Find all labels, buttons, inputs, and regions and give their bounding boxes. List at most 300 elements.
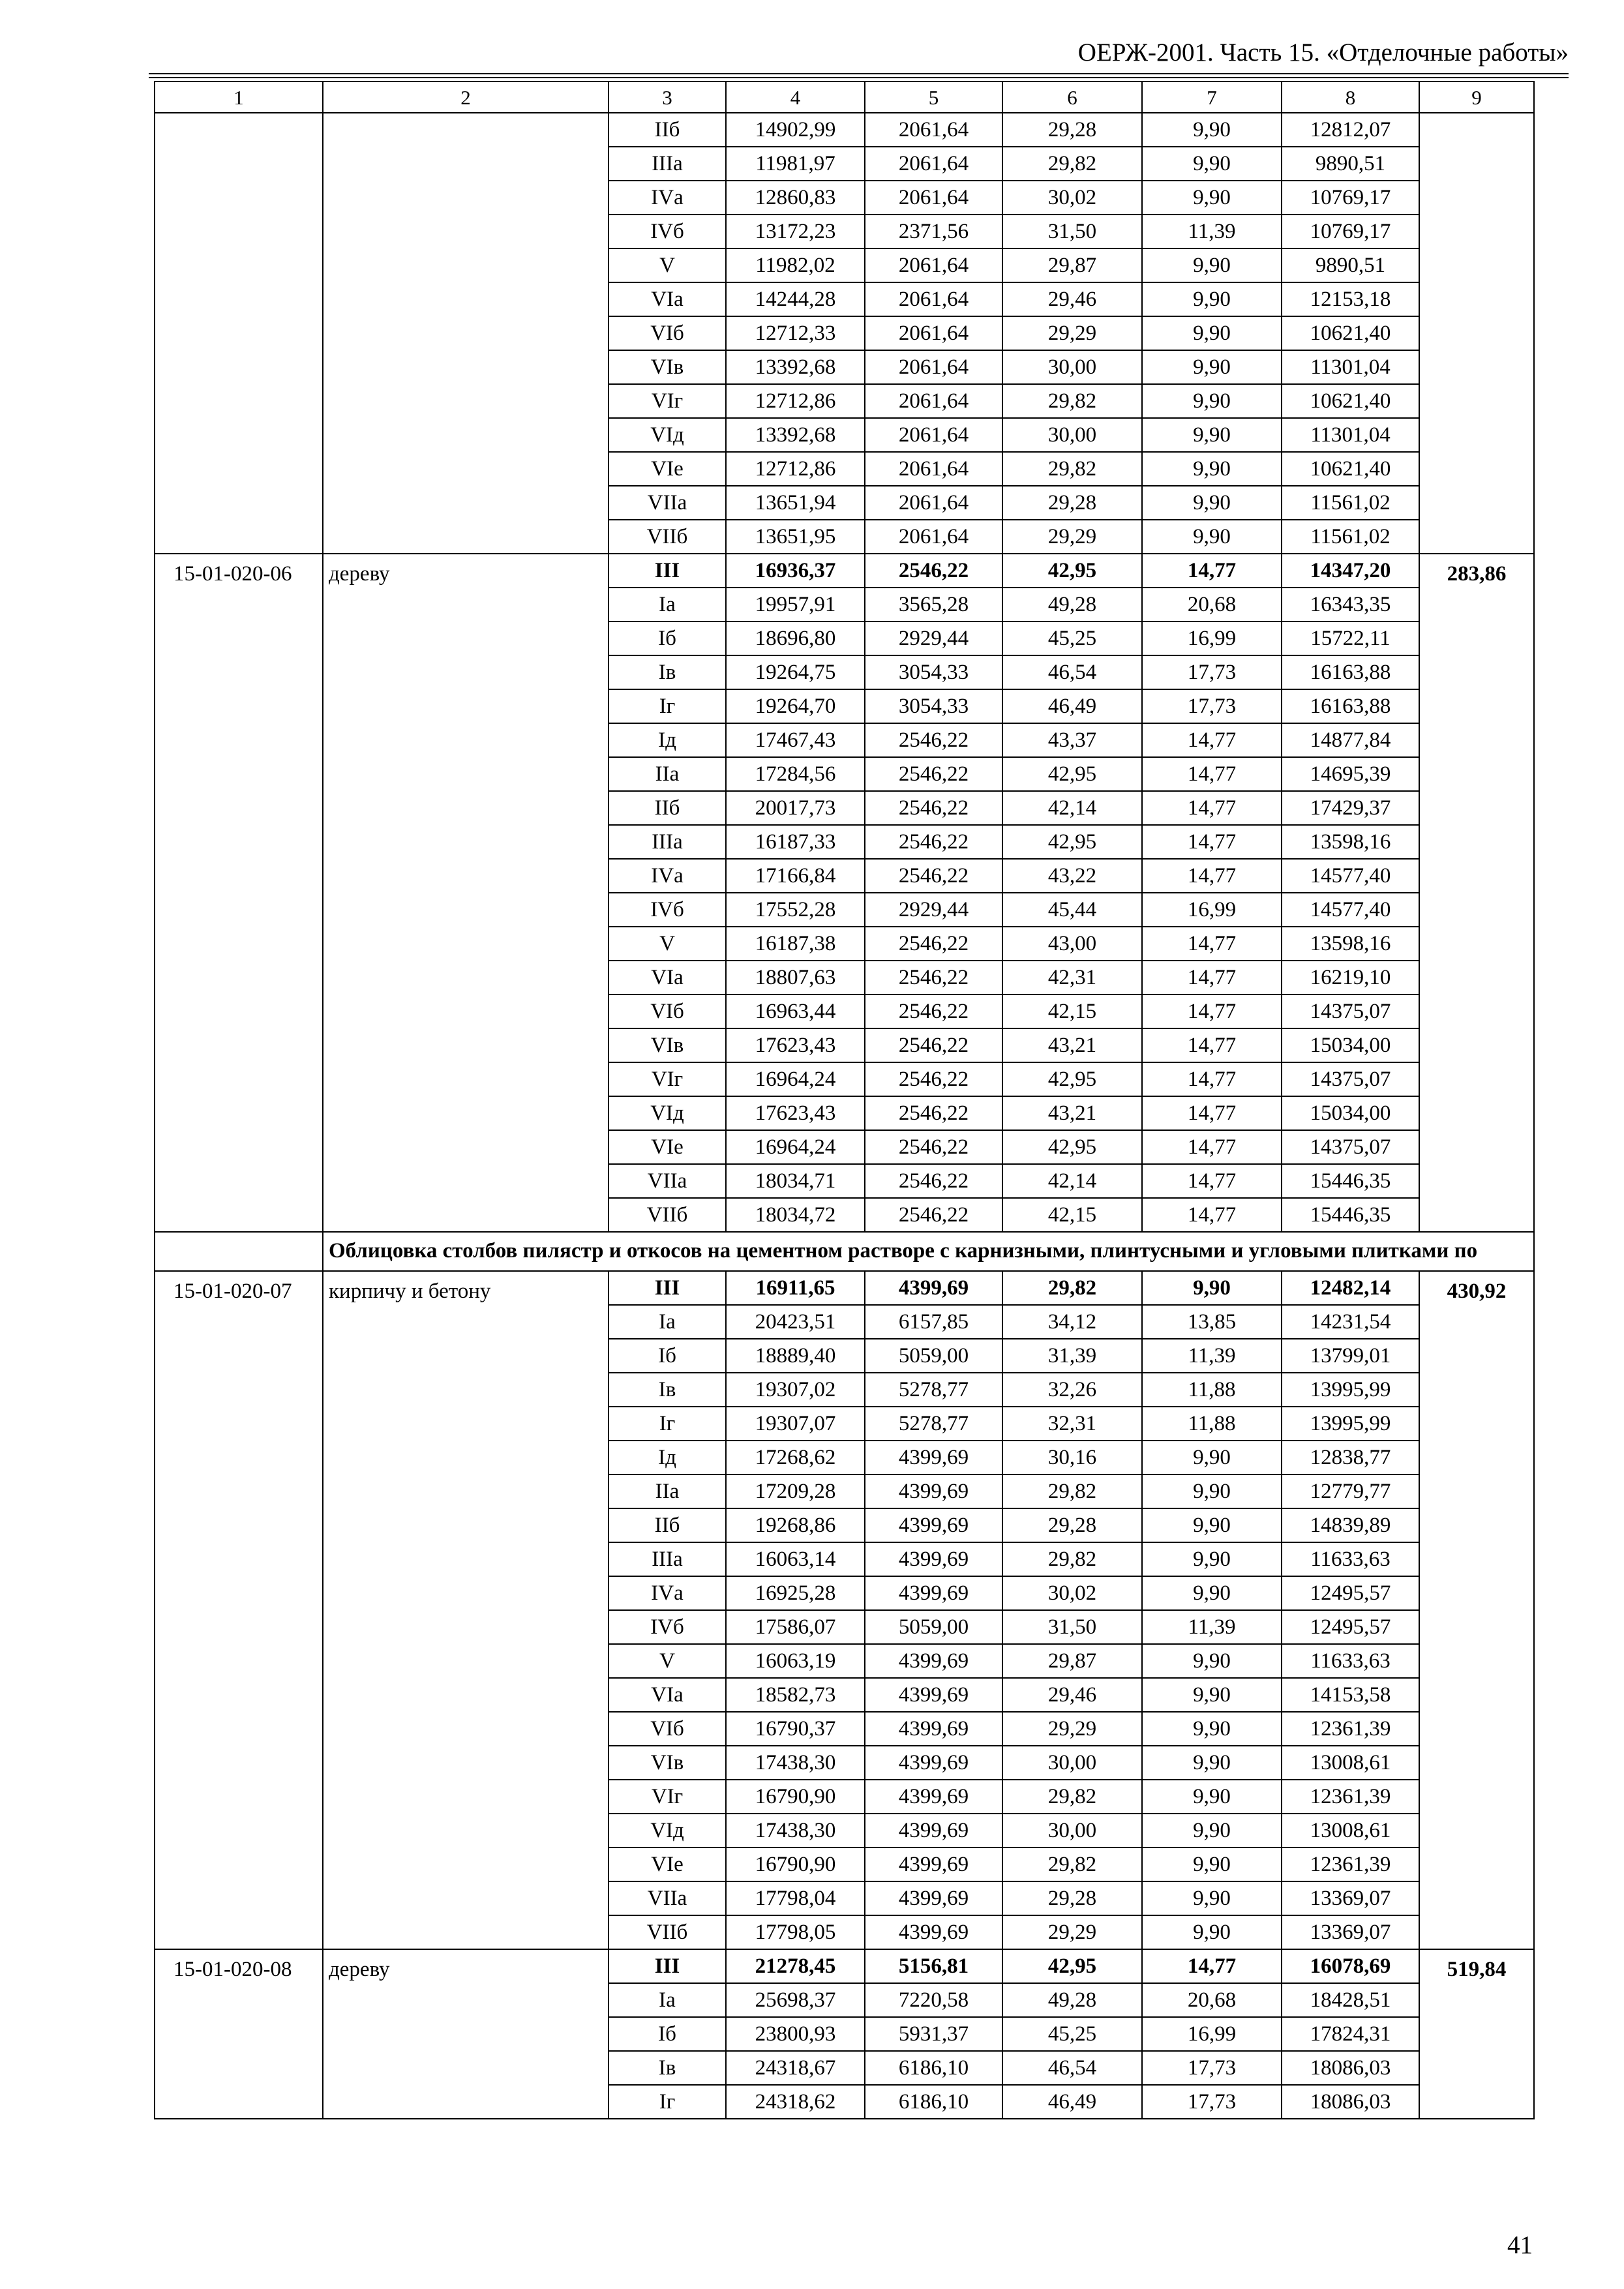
value-cell: 4399,69	[865, 1915, 1002, 1949]
column-header-row	[155, 82, 1534, 113]
value-cell: 9,90	[1142, 418, 1282, 452]
region-cell: VIе	[609, 1130, 726, 1164]
value-cell: 32,31	[1002, 1407, 1142, 1441]
value-cell: 11982,02	[726, 248, 865, 282]
page-number: 41	[1507, 2231, 1533, 2259]
value-cell: 2929,44	[865, 893, 1002, 927]
region-cell: Iа	[609, 588, 726, 621]
value-cell: 17438,30	[726, 1746, 865, 1780]
header-rule	[149, 73, 1569, 74]
value-cell: 10769,17	[1282, 181, 1419, 215]
value-cell: 14375,07	[1282, 995, 1419, 1028]
value-cell: 2061,64	[865, 452, 1002, 486]
value-cell: 2061,64	[865, 282, 1002, 316]
region-cell: VIа	[609, 1678, 726, 1712]
region-cell: VIд	[609, 1096, 726, 1130]
value-cell: 25698,37	[726, 1983, 865, 2017]
value-cell: 29,46	[1002, 282, 1142, 316]
value-cell: 14,77	[1142, 927, 1282, 961]
value-cell: 10621,40	[1282, 452, 1419, 486]
value-cell: 4399,69	[865, 1508, 1002, 1542]
value-cell: 30,16	[1002, 1441, 1142, 1474]
value-cell: 9,90	[1142, 1848, 1282, 1881]
value-cell: 9,90	[1142, 452, 1282, 486]
value-cell: 15446,35	[1282, 1164, 1419, 1198]
value-cell: 4399,69	[865, 1271, 1002, 1305]
value-cell: 17209,28	[726, 1474, 865, 1508]
value-cell: 4399,69	[865, 1644, 1002, 1678]
value-cell: 49,28	[1002, 588, 1142, 621]
value-cell: 16063,19	[726, 1644, 865, 1678]
value-cell: 5156,81	[865, 1949, 1002, 1983]
value-cell: 9,90	[1142, 282, 1282, 316]
value-cell: 2061,64	[865, 248, 1002, 282]
value-cell: 5059,00	[865, 1339, 1002, 1373]
value-cell: 43,00	[1002, 927, 1142, 961]
value-cell: 14231,54	[1282, 1305, 1419, 1339]
value-cell: 19268,86	[726, 1508, 865, 1542]
value-cell: 16219,10	[1282, 961, 1419, 995]
value-cell: 12482,14	[1282, 1271, 1419, 1305]
value-cell: 32,26	[1002, 1373, 1142, 1407]
value-cell: IVа	[609, 181, 726, 215]
region-cell: IIб	[609, 1508, 726, 1542]
value-cell: 6157,85	[865, 1305, 1002, 1339]
value-cell: 30,00	[1002, 1814, 1142, 1848]
total-cell	[1419, 113, 1534, 554]
value-cell: 2061,64	[865, 113, 1002, 147]
value-cell: 9,90	[1142, 1508, 1282, 1542]
value-cell: 3054,33	[865, 689, 1002, 723]
value-cell: 5059,00	[865, 1610, 1002, 1644]
value-cell: 12361,39	[1282, 1780, 1419, 1814]
section-row	[155, 1232, 1534, 1271]
value-cell: 3054,33	[865, 655, 1002, 689]
region-cell: VIа	[609, 961, 726, 995]
value-cell: 19307,02	[726, 1373, 865, 1407]
value-cell: 29,82	[1002, 1542, 1142, 1576]
value-cell: 14,77	[1142, 791, 1282, 825]
value-cell: 16187,33	[726, 825, 865, 859]
value-cell: 29,46	[1002, 1678, 1142, 1712]
value-cell: VIIа	[609, 486, 726, 520]
value-cell: 6186,10	[865, 2051, 1002, 2085]
value-cell: 15722,11	[1282, 621, 1419, 655]
value-cell: 18696,80	[726, 621, 865, 655]
item-total: 519,84	[1419, 1949, 1534, 2119]
value-cell: 9,90	[1142, 1881, 1282, 1915]
region-cell: IVа	[609, 1576, 726, 1610]
value-cell: 9,90	[1142, 181, 1282, 215]
value-cell: 29,29	[1002, 1915, 1142, 1949]
value-cell: 31,50	[1002, 1610, 1142, 1644]
value-cell: 16790,90	[726, 1848, 865, 1881]
value-cell: 19307,07	[726, 1407, 865, 1441]
value-cell: 17,73	[1142, 689, 1282, 723]
value-cell: 14,77	[1142, 1198, 1282, 1232]
value-cell: 17467,43	[726, 723, 865, 757]
value-cell: 17166,84	[726, 859, 865, 893]
value-cell: 9,90	[1142, 1746, 1282, 1780]
region-cell: V	[609, 1644, 726, 1678]
value-cell: 42,14	[1002, 1164, 1142, 1198]
column-header: 7	[1142, 82, 1282, 113]
value-cell: 16936,37	[726, 554, 865, 588]
value-cell: 17623,43	[726, 1028, 865, 1062]
value-cell: 9,90	[1142, 1644, 1282, 1678]
value-cell: 14,77	[1142, 757, 1282, 791]
value-cell: 45,25	[1002, 2017, 1142, 2051]
value-cell: 24318,62	[726, 2085, 865, 2119]
value-cell: 5278,77	[865, 1407, 1002, 1441]
item-code: 15-01-020-07	[155, 1271, 323, 1949]
value-cell: 2546,22	[865, 859, 1002, 893]
value-cell: 13008,61	[1282, 1814, 1419, 1848]
value-cell: 20,68	[1142, 588, 1282, 621]
region-cell: Iб	[609, 2017, 726, 2051]
value-cell: 14375,07	[1282, 1062, 1419, 1096]
value-cell: 29,82	[1002, 147, 1142, 181]
value-cell: 17552,28	[726, 893, 865, 927]
value-cell: 31,50	[1002, 215, 1142, 248]
value-cell: 13598,16	[1282, 825, 1419, 859]
value-cell: 9,90	[1142, 147, 1282, 181]
value-cell: 29,82	[1002, 1780, 1142, 1814]
value-cell: 16187,38	[726, 927, 865, 961]
value-cell: 42,95	[1002, 825, 1142, 859]
value-cell: 2061,64	[865, 350, 1002, 384]
region-cell: Iг	[609, 1407, 726, 1441]
column-header: 8	[1282, 82, 1419, 113]
item-total: 283,86	[1419, 554, 1534, 1232]
region-cell: Iа	[609, 1983, 726, 2017]
value-cell: 29,87	[1002, 1644, 1142, 1678]
value-cell: 9,90	[1142, 1678, 1282, 1712]
region-cell: VIб	[609, 995, 726, 1028]
value-cell: 16,99	[1142, 621, 1282, 655]
item-description: кирпичу и бетону	[323, 1271, 609, 1949]
value-cell: 42,95	[1002, 757, 1142, 791]
column-header: 5	[865, 82, 1002, 113]
item-description: дереву	[323, 554, 609, 1232]
value-cell: 4399,69	[865, 1848, 1002, 1881]
table-row	[155, 1949, 1534, 1983]
description-cell	[323, 113, 609, 554]
value-cell: 12812,07	[1282, 113, 1419, 147]
value-cell: 43,21	[1002, 1096, 1142, 1130]
value-cell: IIб	[609, 113, 726, 147]
value-cell: 16790,37	[726, 1712, 865, 1746]
value-cell: 2546,22	[865, 554, 1002, 588]
value-cell: 42,15	[1002, 1198, 1142, 1232]
item-description: дереву	[323, 1949, 609, 2119]
value-cell: 2546,22	[865, 961, 1002, 995]
value-cell: 42,95	[1002, 1130, 1142, 1164]
value-cell: 29,29	[1002, 520, 1142, 554]
value-cell: 31,39	[1002, 1339, 1142, 1373]
region-cell: Iг	[609, 689, 726, 723]
value-cell: 30,02	[1002, 181, 1142, 215]
value-cell: 4399,69	[865, 1678, 1002, 1712]
value-cell: 11633,63	[1282, 1542, 1419, 1576]
value-cell: 14,77	[1142, 1949, 1282, 1983]
value-cell: 16964,24	[726, 1130, 865, 1164]
value-cell: 18034,72	[726, 1198, 865, 1232]
value-cell: 14,77	[1142, 1028, 1282, 1062]
value-cell: 12361,39	[1282, 1848, 1419, 1881]
value-cell: 14902,99	[726, 113, 865, 147]
value-cell: 2061,64	[865, 520, 1002, 554]
value-cell: 19264,75	[726, 655, 865, 689]
value-cell: 29,87	[1002, 248, 1142, 282]
value-cell: 13008,61	[1282, 1746, 1419, 1780]
value-cell: 13369,07	[1282, 1881, 1419, 1915]
value-cell: VIг	[609, 384, 726, 418]
value-cell: 12153,18	[1282, 282, 1419, 316]
value-cell: 14,77	[1142, 825, 1282, 859]
value-cell: 16964,24	[726, 1062, 865, 1096]
region-cell: Iд	[609, 723, 726, 757]
value-cell: 29,82	[1002, 384, 1142, 418]
value-cell: 7220,58	[865, 1983, 1002, 2017]
value-cell: V	[609, 248, 726, 282]
value-cell: 14695,39	[1282, 757, 1419, 791]
value-cell: 17,73	[1142, 655, 1282, 689]
header-rule	[149, 77, 1569, 78]
value-cell: 9,90	[1142, 350, 1282, 384]
value-cell: 12712,86	[726, 384, 865, 418]
value-cell: 13995,99	[1282, 1373, 1419, 1407]
value-cell: 11,88	[1142, 1373, 1282, 1407]
value-cell: 42,95	[1002, 1062, 1142, 1096]
value-cell: 14,77	[1142, 723, 1282, 757]
value-cell: 4399,69	[865, 1881, 1002, 1915]
value-cell: 2546,22	[865, 1062, 1002, 1096]
value-cell: 45,44	[1002, 893, 1142, 927]
region-cell: VIе	[609, 1848, 726, 1881]
table-body	[155, 82, 1534, 2119]
value-cell: 12860,83	[726, 181, 865, 215]
code-cell	[155, 113, 323, 554]
value-cell: 29,28	[1002, 486, 1142, 520]
item-total: 430,92	[1419, 1271, 1534, 1949]
value-cell: IVб	[609, 215, 726, 248]
value-cell: 13651,94	[726, 486, 865, 520]
value-cell: 17,73	[1142, 2051, 1282, 2085]
value-cell: 15446,35	[1282, 1198, 1419, 1232]
region-cell: IIб	[609, 791, 726, 825]
value-cell: 11301,04	[1282, 418, 1419, 452]
region-cell: IIIа	[609, 1542, 726, 1576]
value-cell: 16,99	[1142, 893, 1282, 927]
region-cell: IVа	[609, 859, 726, 893]
value-cell: 14,77	[1142, 961, 1282, 995]
value-cell: 9890,51	[1282, 248, 1419, 282]
region-cell: Iд	[609, 1441, 726, 1474]
value-cell: 2546,22	[865, 1130, 1002, 1164]
value-cell: 13369,07	[1282, 1915, 1419, 1949]
value-cell: 17798,04	[726, 1881, 865, 1915]
value-cell: 18807,63	[726, 961, 865, 995]
value-cell: 11,39	[1142, 215, 1282, 248]
value-cell: 14839,89	[1282, 1508, 1419, 1542]
value-cell: 9,90	[1142, 1576, 1282, 1610]
column-header: 1	[155, 82, 323, 113]
value-cell: 30,00	[1002, 350, 1142, 384]
value-cell: 15034,00	[1282, 1096, 1419, 1130]
value-cell: 29,82	[1002, 1271, 1142, 1305]
value-cell: 17798,05	[726, 1915, 865, 1949]
value-cell: 12712,86	[726, 452, 865, 486]
region-cell: IIа	[609, 1474, 726, 1508]
value-cell: 18086,03	[1282, 2051, 1419, 2085]
region-cell: Iг	[609, 2085, 726, 2119]
value-cell: 13995,99	[1282, 1407, 1419, 1441]
value-cell: 9,90	[1142, 316, 1282, 350]
value-cell: 17438,30	[726, 1814, 865, 1848]
value-cell: 18034,71	[726, 1164, 865, 1198]
column-header: 6	[1002, 82, 1142, 113]
value-cell: 46,49	[1002, 2085, 1142, 2119]
value-cell: 13799,01	[1282, 1339, 1419, 1373]
value-cell: 17623,43	[726, 1096, 865, 1130]
region-cell: III	[609, 1949, 726, 1983]
value-cell: 9,90	[1142, 1780, 1282, 1814]
value-cell: 21278,45	[726, 1949, 865, 1983]
value-cell: 49,28	[1002, 1983, 1142, 2017]
value-cell: 9,90	[1142, 1474, 1282, 1508]
value-cell: 16163,88	[1282, 655, 1419, 689]
value-cell: 10621,40	[1282, 384, 1419, 418]
value-cell: 13,85	[1142, 1305, 1282, 1339]
value-cell: 34,12	[1002, 1305, 1142, 1339]
value-cell: 16963,44	[726, 995, 865, 1028]
value-cell: 4399,69	[865, 1746, 1002, 1780]
value-cell: 46,49	[1002, 689, 1142, 723]
region-cell: VIIа	[609, 1881, 726, 1915]
value-cell: 19264,70	[726, 689, 865, 723]
value-cell: 12838,77	[1282, 1441, 1419, 1474]
value-cell: 14,77	[1142, 1130, 1282, 1164]
value-cell: 9,90	[1142, 384, 1282, 418]
value-cell: 14244,28	[726, 282, 865, 316]
value-cell: 43,22	[1002, 859, 1142, 893]
value-cell: 29,82	[1002, 1848, 1142, 1881]
value-cell: 2061,64	[865, 316, 1002, 350]
item-code: 15-01-020-06	[155, 554, 323, 1232]
value-cell: 20017,73	[726, 791, 865, 825]
value-cell: 9,90	[1142, 1814, 1282, 1848]
value-cell: 43,21	[1002, 1028, 1142, 1062]
value-cell: 9,90	[1142, 1915, 1282, 1949]
value-cell: 11981,97	[726, 147, 865, 181]
region-cell: VIг	[609, 1062, 726, 1096]
region-cell: Iб	[609, 1339, 726, 1373]
value-cell: VIе	[609, 452, 726, 486]
value-cell: 13651,95	[726, 520, 865, 554]
value-cell: VIв	[609, 350, 726, 384]
value-cell: 17268,62	[726, 1441, 865, 1474]
value-cell: 45,25	[1002, 621, 1142, 655]
value-cell: 2546,22	[865, 723, 1002, 757]
value-cell: 11,39	[1142, 1339, 1282, 1373]
value-cell: 17586,07	[726, 1610, 865, 1644]
value-cell: 9,90	[1142, 1271, 1282, 1305]
value-cell: 2061,64	[865, 147, 1002, 181]
value-cell: 20,68	[1142, 1983, 1282, 2017]
value-cell: 29,28	[1002, 113, 1142, 147]
column-header: 9	[1419, 82, 1534, 113]
region-cell: VIIа	[609, 1164, 726, 1198]
value-cell: 2546,22	[865, 1096, 1002, 1130]
value-cell: 16343,35	[1282, 588, 1419, 621]
value-cell: 14375,07	[1282, 1130, 1419, 1164]
value-cell: 4399,69	[865, 1814, 1002, 1848]
value-cell: 16078,69	[1282, 1949, 1419, 1983]
value-cell: 14,77	[1142, 1096, 1282, 1130]
value-cell: VIд	[609, 418, 726, 452]
value-cell: VIб	[609, 316, 726, 350]
value-cell: 11633,63	[1282, 1644, 1419, 1678]
value-cell: 16911,65	[726, 1271, 865, 1305]
value-cell: 12495,57	[1282, 1610, 1419, 1644]
value-cell: 13392,68	[726, 350, 865, 384]
document-header: ОЕРЖ-2001. Часть 15. «Отделочные работы»	[1077, 38, 1569, 67]
region-cell: VIд	[609, 1814, 726, 1848]
value-cell: 9,90	[1142, 1441, 1282, 1474]
region-cell: IVб	[609, 1610, 726, 1644]
value-cell: 5931,37	[865, 2017, 1002, 2051]
value-cell: 4399,69	[865, 1780, 1002, 1814]
value-cell: 29,82	[1002, 1474, 1142, 1508]
value-cell: 2546,22	[865, 1164, 1002, 1198]
value-cell: 46,54	[1002, 655, 1142, 689]
section-code-cell	[155, 1232, 323, 1271]
table-row	[155, 1271, 1534, 1305]
value-cell: 12712,33	[726, 316, 865, 350]
value-cell: 9,90	[1142, 1712, 1282, 1746]
value-cell: 11561,02	[1282, 486, 1419, 520]
value-cell: 43,37	[1002, 723, 1142, 757]
value-cell: 16,99	[1142, 2017, 1282, 2051]
value-cell: 30,00	[1002, 418, 1142, 452]
value-cell: 14,77	[1142, 859, 1282, 893]
value-cell: 42,31	[1002, 961, 1142, 995]
value-cell: 2061,64	[865, 181, 1002, 215]
table-row	[155, 113, 1534, 147]
value-cell: 14877,84	[1282, 723, 1419, 757]
item-code: 15-01-020-08	[155, 1949, 323, 2119]
value-cell: VIа	[609, 282, 726, 316]
value-cell: 42,14	[1002, 791, 1142, 825]
value-cell: 14,77	[1142, 995, 1282, 1028]
value-cell: 2546,22	[865, 757, 1002, 791]
value-cell: 29,29	[1002, 1712, 1142, 1746]
value-cell: 17429,37	[1282, 791, 1419, 825]
value-cell: 18889,40	[726, 1339, 865, 1373]
value-cell: 5278,77	[865, 1373, 1002, 1407]
value-cell: 4399,69	[865, 1712, 1002, 1746]
value-cell: 16063,14	[726, 1542, 865, 1576]
value-cell: 4399,69	[865, 1441, 1002, 1474]
value-cell: 9,90	[1142, 113, 1282, 147]
value-cell: 16790,90	[726, 1780, 865, 1814]
value-cell: 14347,20	[1282, 554, 1419, 588]
value-cell: 2061,64	[865, 486, 1002, 520]
region-cell: Iа	[609, 1305, 726, 1339]
value-cell: 2061,64	[865, 384, 1002, 418]
value-cell: 42,95	[1002, 554, 1142, 588]
